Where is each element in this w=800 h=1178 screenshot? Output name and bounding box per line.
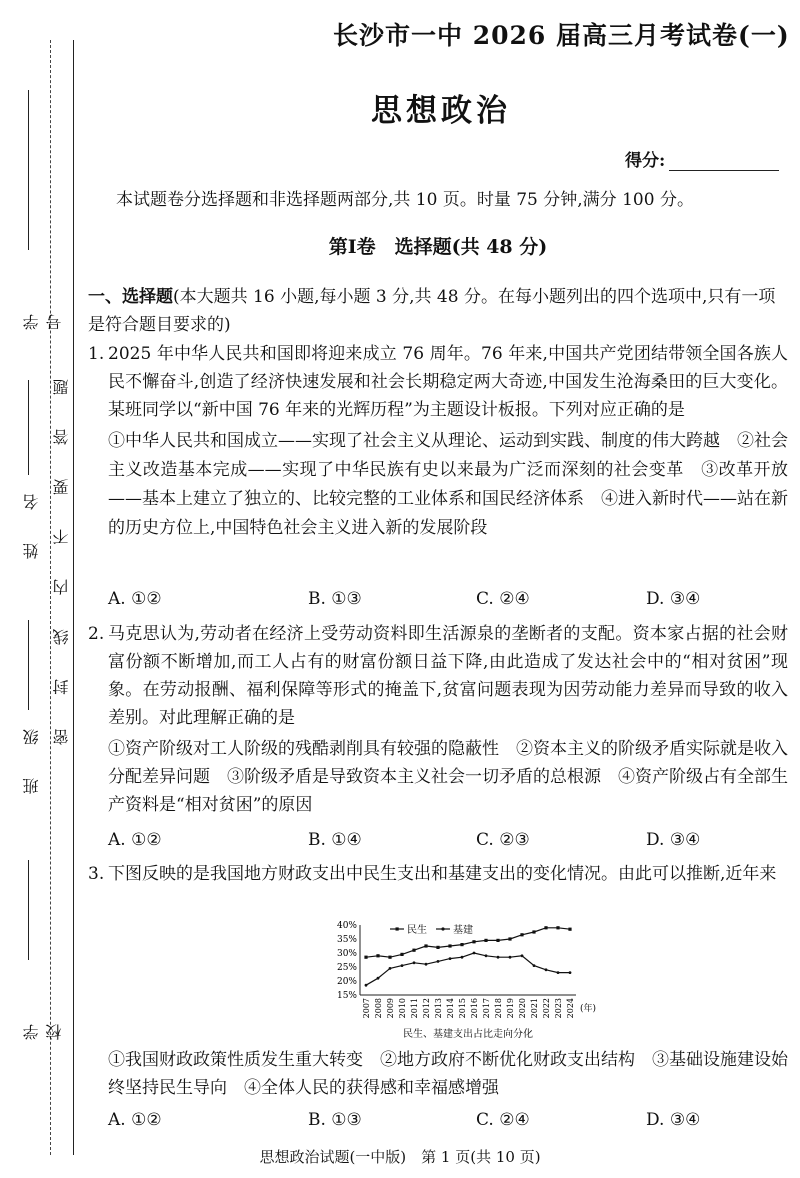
data-point	[448, 944, 451, 947]
seal-notice: 密封线内不要答题	[52, 345, 71, 745]
data-point	[485, 954, 488, 957]
school-label: 学 校	[22, 1010, 64, 1040]
data-point	[484, 939, 487, 942]
question-3-items	[88, 1046, 788, 1102]
data-point	[460, 943, 463, 946]
exam-title: 长沙市一中 2026 届高三月考试卷(一)	[333, 21, 790, 50]
class-field[interactable]	[14, 620, 44, 800]
legend-marker-minsheng	[396, 927, 399, 930]
x-tick-label: 2011	[410, 998, 419, 1019]
y-tick-label: 25%	[336, 963, 357, 973]
data-point	[437, 960, 440, 963]
x-tick-label: 2009	[386, 998, 395, 1019]
question-stem: 马克思认为,劳动者在经济上受劳动资料即生活源泉的垄断者的支配。资本家占据的社会财富份额不断增加,而工人占有的财富份额日益下降,由此造成了发达社会中的“相对贫困”现象。在劳动报酬、福利保障等形式的掩盖下,贫富问题表现为因劳动能力差异而导致的收入差别。对此理解正确的是	[108, 624, 788, 728]
binding-margin	[0, 0, 100, 1178]
question-2	[88, 620, 788, 819]
x-tick-label: 2013	[434, 998, 443, 1019]
school-field[interactable]	[14, 860, 64, 1040]
data-point	[401, 964, 404, 967]
score-blank[interactable]	[669, 152, 779, 171]
option-b[interactable]: B. ①③	[308, 589, 362, 609]
legend-label-jijian: 基建	[453, 925, 473, 936]
question-number: 3.	[88, 864, 105, 884]
option-a[interactable]: A. ①②	[108, 589, 162, 609]
part-title: 第Ⅰ卷 选择题(共 48 分)	[328, 236, 548, 258]
x-tick-label: 2021	[530, 998, 539, 1019]
score-label: 得分:	[625, 151, 666, 171]
option-c[interactable]: C. ②③	[476, 830, 530, 850]
data-point	[365, 984, 368, 987]
question-items: ①资产阶级对工人阶级的残酷剥削具有较强的隐蔽性 ②资本主义的阶级矛盾实际就是收入分配差异问题 ③阶级矛盾是导致资本主义社会一切矛盾的总根源 ④资产阶级占有全部生产资料是“相对贫困”的原因	[108, 739, 788, 815]
subject-title: 思想政治	[371, 93, 511, 129]
x-tick-label: 2015	[458, 998, 467, 1019]
data-point	[568, 928, 571, 931]
x-tick-label: 2007	[362, 998, 371, 1019]
school-blank[interactable]	[28, 860, 29, 960]
data-point	[436, 946, 439, 949]
x-tick-label: 2019	[506, 998, 515, 1019]
option-b[interactable]: B. ①④	[308, 830, 362, 850]
data-point	[376, 954, 379, 957]
x-tick-label: 2018	[494, 998, 503, 1019]
y-tick-label: 30%	[336, 949, 357, 959]
option-d[interactable]: D. ③④	[646, 830, 701, 850]
data-point	[389, 967, 392, 970]
data-point	[461, 956, 464, 959]
score-box	[625, 146, 779, 171]
data-point	[377, 977, 380, 980]
question-stem: 2025 年中华人民共和国即将迎来成立 76 周年。76 年来,中国共产党团结带领全国各族人民不懈奋斗,创造了经济快速发展和社会长期稳定两大奇迹,中国发生沧海桑田的巨大变化。某班同学以“新中国 76 年来的光辉历程”为主题设计板报。下列对应正确的是	[108, 344, 788, 420]
x-tick-label: 2020	[518, 998, 527, 1019]
option-d[interactable]: D. ③④	[646, 1110, 701, 1130]
data-point	[473, 952, 476, 955]
question-number: 1.	[88, 344, 105, 364]
x-tick-label: 2014	[446, 998, 455, 1019]
class-blank[interactable]	[28, 620, 29, 710]
data-point	[569, 971, 572, 974]
section-label: 一、选择题	[88, 287, 173, 307]
data-point	[424, 944, 427, 947]
page-footer: 思想政治试题(一中版) 第 1 页(共 10 页)	[259, 1148, 541, 1166]
x-tick-label: 2017	[482, 998, 491, 1019]
data-point	[533, 964, 536, 967]
y-tick-label: 20%	[336, 977, 357, 987]
x-tick-label: 2024	[566, 998, 575, 1019]
x-tick-label: 2022	[542, 998, 551, 1019]
option-d[interactable]: D. ③④	[646, 589, 701, 609]
data-point	[545, 968, 548, 971]
class-label: 班 级	[22, 715, 41, 795]
seal-line	[73, 40, 74, 1155]
data-point	[496, 939, 499, 942]
student-id-blank[interactable]	[28, 90, 29, 250]
question-items: ①中华人民共和国成立——实现了社会主义从理论、运动到实践、制度的伟大跨越 ②社会主义改造基本完成——实现了中华民族有史以来最为广泛而深刻的社会变革 ③改革开放——基本上建立了独立的、比较完整的工业体系和国民经济体系 ④进入新时代——站在新的历史方位上,中国特色社会主义进入新的发展阶段	[108, 431, 788, 538]
x-tick-label: 2023	[554, 998, 563, 1019]
data-point	[449, 957, 452, 960]
data-point	[388, 956, 391, 959]
option-a[interactable]: A. ①②	[108, 1110, 162, 1130]
data-point	[508, 937, 511, 940]
question-number: 2.	[88, 624, 105, 644]
name-blank[interactable]	[28, 380, 29, 475]
data-point	[532, 930, 535, 933]
y-tick-label: 15%	[336, 991, 357, 1001]
student-id-field[interactable]	[14, 90, 64, 330]
data-point	[425, 963, 428, 966]
student-id-label: 学 号	[22, 300, 64, 330]
option-c[interactable]: C. ②④	[476, 589, 530, 609]
data-point	[412, 949, 415, 952]
data-point	[497, 956, 500, 959]
option-a[interactable]: A. ①②	[108, 830, 162, 850]
x-tick-label: 2012	[422, 998, 431, 1019]
name-label: 姓 名	[22, 480, 41, 560]
data-point	[364, 956, 367, 959]
legend-marker-jijian	[441, 927, 444, 930]
exam-intro: 本试题卷分选择题和非选择题两部分,共 10 页。时量 75 分钟,满分 100 分。	[116, 190, 694, 210]
series-line-jijian	[366, 953, 570, 985]
x-axis-unit: (年)	[580, 1004, 597, 1014]
question-1	[88, 340, 788, 543]
data-point	[520, 933, 523, 936]
data-point	[557, 971, 560, 974]
data-point	[521, 954, 524, 957]
data-point	[400, 953, 403, 956]
name-field[interactable]	[14, 380, 44, 570]
y-tick-label: 40%	[336, 921, 357, 931]
question-stem: 下图反映的是我国地方财政支出中民生支出和基建支出的变化情况。由此可以推断,近年来	[108, 864, 777, 884]
chart-svg	[318, 917, 618, 1042]
section-desc: (本大题共 16 小题,每小题 3 分,共 48 分。在每小题列出的四个选项中,只有一项是符合题目要求的)	[88, 287, 776, 335]
data-point	[413, 961, 416, 964]
legend-label-minsheng: 民生	[407, 925, 427, 936]
option-b[interactable]: B. ①③	[308, 1110, 362, 1130]
y-tick-label: 35%	[336, 935, 357, 945]
x-tick-label: 2008	[374, 998, 383, 1019]
spending-chart	[318, 917, 618, 1042]
option-c[interactable]: C. ②④	[476, 1110, 530, 1130]
question-items: ①我国财政政策性质发生重大转变 ②地方政府不断优化财政支出结构 ③基础设施建设始终坚持民生导向 ④全体人民的获得感和幸福感增强	[108, 1050, 788, 1098]
chart-title: 民生、基建支出占比走向分化	[403, 1029, 533, 1040]
x-tick-label: 2010	[398, 998, 407, 1019]
x-tick-label: 2016	[470, 998, 479, 1019]
data-point	[509, 956, 512, 959]
data-point	[556, 926, 559, 929]
data-point	[544, 926, 547, 929]
question-3	[88, 860, 788, 888]
data-point	[472, 940, 475, 943]
section-heading	[88, 283, 788, 339]
